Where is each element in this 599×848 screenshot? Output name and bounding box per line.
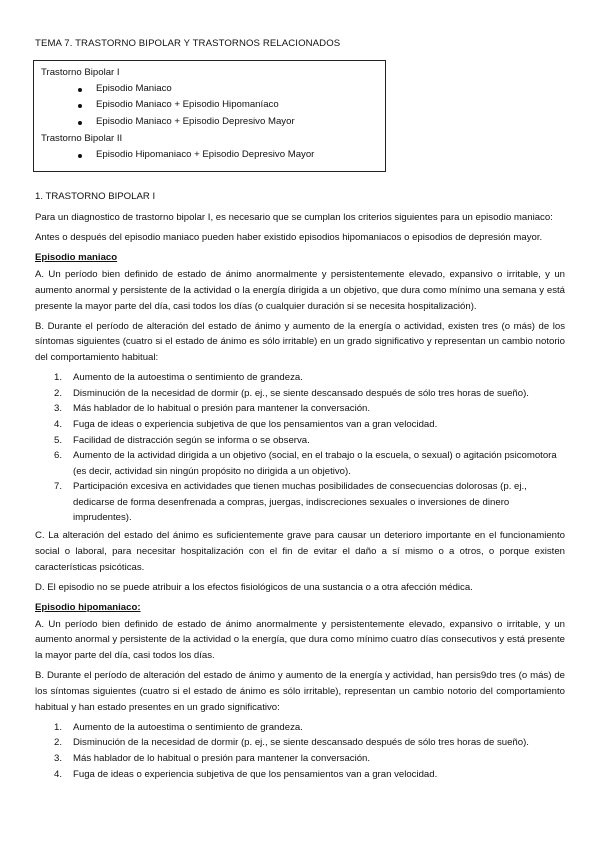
subsection-heading-hipomaniaco: Episodio hipomaniaco:	[35, 601, 141, 613]
subsection-heading-maniaco: Episodio maniaco	[35, 251, 118, 263]
criterion-c: C. La alteración del estado del ánimo es suficientemente grave para causar un deterioro importante en el funcionamiento social o laboral, para necesitar hospitalización con el fin de evitar el daño a sí mismo o a otros, o porque existen características psicóticas.	[35, 530, 565, 573]
bullet-icon	[78, 104, 82, 108]
box-group2-title: Trastorno Bipolar II	[41, 133, 123, 144]
paragraph: Antes o después del episodio maniaco pueden haber existido episodios hipomaniacos o episodios de depresión mayor.	[35, 231, 543, 243]
bullet-icon	[78, 154, 82, 158]
criterion-a: A. Un período bien definido de estado de ánimo anormalmente y persistentemente elevado, expansivo o irritable, y un aumento anormal y persistente de la actividad o la energía, que dura como mínimo cuatro días consecutivos y está presente la mayor parte del día, casi todos los días.	[35, 618, 565, 662]
bullet-icon	[78, 88, 82, 92]
list-item: 6. Aumento de la actividad dirigida a un objetivo (social, en el trabajo o la escuela, o sexual) o agitación psicomotora (es decir, actividad sin ningún propósito no dirigida a un objetivo).	[54, 450, 557, 477]
list-item: 2. Disminución de la necesidad de dormir (p. ej., se siente descansado después de sólo tres horas de sueño).	[54, 737, 529, 749]
list-item: 4. Fuga de ideas o experiencia subjetiva de que los pensamientos van a gran velocidad.	[54, 768, 438, 780]
box-group1-item: Episodio Maniaco + Episodio Hipomaníaco	[96, 99, 279, 110]
box-group1-item: Episodio Maniaco + Episodio Depresivo Mayor	[96, 116, 295, 127]
list-item: 1. Aumento de la autoestima o sentimiento de grandeza.	[54, 372, 303, 384]
symptom-list-hipomaniaco	[35, 720, 565, 782]
summary-box	[33, 60, 386, 172]
document-body	[35, 189, 565, 784]
criterion-a: A. Un período bien definido de estado de ánimo anormalmente y persistentemente elevado, expansivo o irritable, y un aumento anormal y persistente de la actividad o la energía dirigida a un objetivo, que dura como mínimo una semana y está presente la mayor parte del día, casi todos los días (o cualquier duración si se necesita hospitalización).	[35, 268, 565, 312]
list-item: 1. Aumento de la autoestima o sentimiento de grandeza.	[54, 721, 303, 733]
list-item: 4. Fuga de ideas o experiencia subjetiva de que los pensamientos van a gran velocidad.	[54, 418, 438, 430]
list-item: 2. Disminución de la necesidad de dormir (p. ej., se siente descansado después de sólo tres horas de sueño).	[54, 387, 529, 399]
criterion-b: B. Durante el período de alteración del estado de ánimo y aumento de la energía o actividad, existen tres (o más) de los síntomas siguientes (cuatro si el estado de ánimo es sólo irritable) en un grado significativo y representan un cambio notorio del comportamiento habitual:	[35, 320, 565, 364]
box-group2-item: Episodio Hipomaniaco + Episodio Depresivo Mayor	[96, 149, 315, 160]
list-item: 3. Más hablador de lo habitual o presión para mantener la conversación.	[54, 403, 371, 415]
list-item: 3. Más hablador de lo habitual o presión para mantener la conversación.	[54, 752, 371, 764]
box-group1-item: Episodio Maniaco	[96, 83, 172, 94]
section-heading: 1. TRASTORNO BIPOLAR I	[35, 191, 156, 202]
paragraph: Para un diagnostico de trastorno bipolar I, es necesario que se cumplan los criterios siguientes para un episodio maniaco:	[35, 212, 553, 223]
criterion-d: D. El episodio no se puede atribuir a los efectos fisiológicos de una sustancia o a otra afección médica.	[35, 581, 473, 593]
box-group1-title: Trastorno Bipolar I	[41, 67, 120, 78]
criterion-b: B. Durante el período de alteración del estado de ánimo y aumento de la energía y actividad, han persis9do tres (o más) de los síntomas siguientes (cuatro si el estado de ánimo es sólo irritable), representan un cambio notorio del comportamiento habitual y han estado presentes en un grado significativo:	[35, 670, 565, 713]
document-title: TEMA 7. TRASTORNO BIPOLAR Y TRASTORNOS RELACIONADOS	[35, 38, 341, 49]
list-item: 7. Participación excesiva en actividades que tienen muchas posibilidades de consecuencias dolorosas (p. ej., dedicarse de forma desenfrenada a compras, juergas, indiscreciones sexuales o inversiones de dinero imprudentes).	[54, 481, 527, 524]
list-item: 5. Facilidad de distracción según se informa o se observa.	[54, 434, 310, 446]
bullet-icon	[78, 121, 82, 125]
symptom-list-maniaco	[35, 370, 565, 526]
